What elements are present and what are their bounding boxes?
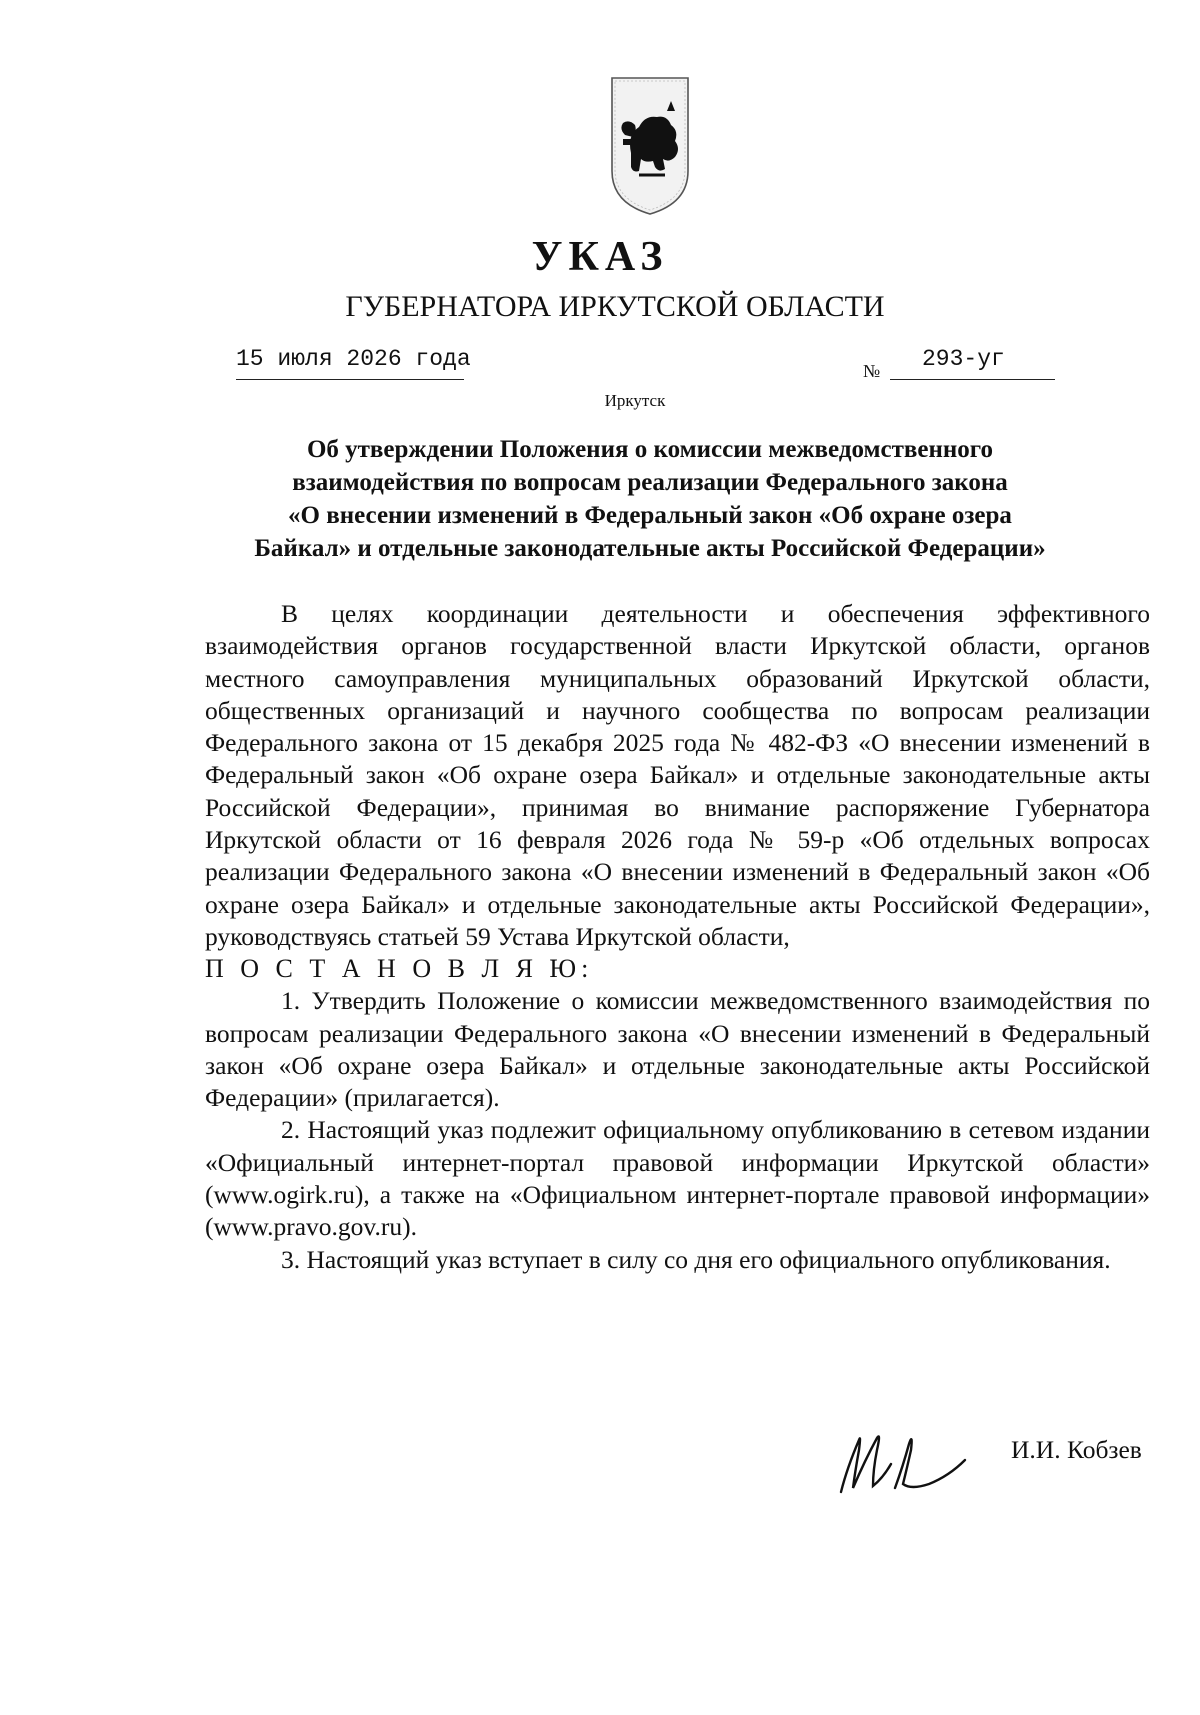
signer-name: И.И. Кобзев xyxy=(1011,1435,1142,1464)
document-body xyxy=(205,598,1150,1276)
document-type: УКАЗ xyxy=(531,234,669,280)
number-sign: № xyxy=(863,361,881,381)
decree-item: 1. Утвердить Положение о комиссии межведомственного взаимодействия по вопросам реализации Федерального закона «О внесении изменений в Федеральный закон «Об охране озера Байкал» и отдельные законодательные акты Российской Федерации» (прилагается). xyxy=(205,986,1150,1113)
date-field xyxy=(236,343,471,380)
number-field xyxy=(890,343,1055,380)
title-line: взаимодействия по вопросам реализации Федерального закона xyxy=(292,469,1008,496)
preamble-paragraph: В целях координации деятельности и обеспечения эффективного взаимодействия органов государственной власти Иркутской области, органов местного самоуправления муниципальных образований Иркутской области, общественных организаций и научного сообщества по вопросам реализации Федерального закона от 15 декабря 2025 года № 482-ФЗ «О внесении изменений в Федеральный закон «Об охране озера Байкал» и отдельные законодательные акты Российской Федерации», принимая во внимание распоряжение Губернатора Иркутской области от 16 февраля 2026 года № 59-р «Об отдельных вопросах реализации Федерального закона «О внесении изменений в Федеральный закон «Об охране озера Байкал» и отдельные законодательные акты Российской Федерации», руководствуясь статьей 59 Устава Иркутской области, xyxy=(205,599,1150,951)
decree-word: П О С Т А Н О В Л Я Ю: xyxy=(205,954,594,984)
decree-item: 3. Настоящий указ вступает в силу со дня его официального опубликования. xyxy=(281,1244,1111,1274)
document-date: 15 июля 2026 года xyxy=(236,346,471,372)
title-line: Байкал» и отдельные законодательные акты Российской Федерации» xyxy=(254,535,1046,562)
document-issuer: ГУБЕРНАТОРА ИРКУТСКОЙ ОБЛАСТИ xyxy=(345,290,885,323)
coat-of-arms-icon xyxy=(609,75,691,217)
signature-image xyxy=(825,1420,975,1500)
title-line: Об утверждении Положения о комиссии межведомственного xyxy=(306,436,994,463)
document-city: Иркутск xyxy=(604,391,666,410)
title-line: «О внесении изменений в Федеральный закон «Об охране озера xyxy=(288,502,1012,529)
document-title xyxy=(200,433,1100,565)
document-number: 293-уг xyxy=(922,346,1005,372)
decree-item: 2. Настоящий указ подлежит официальному опубликованию в сетевом издании «Официальный интернет-портал правовой информации Иркутской области» (www.ogirk.ru), а также на «Официальном интернет-портале правовой информации» (www.pravo.gov.ru). xyxy=(205,1115,1150,1242)
